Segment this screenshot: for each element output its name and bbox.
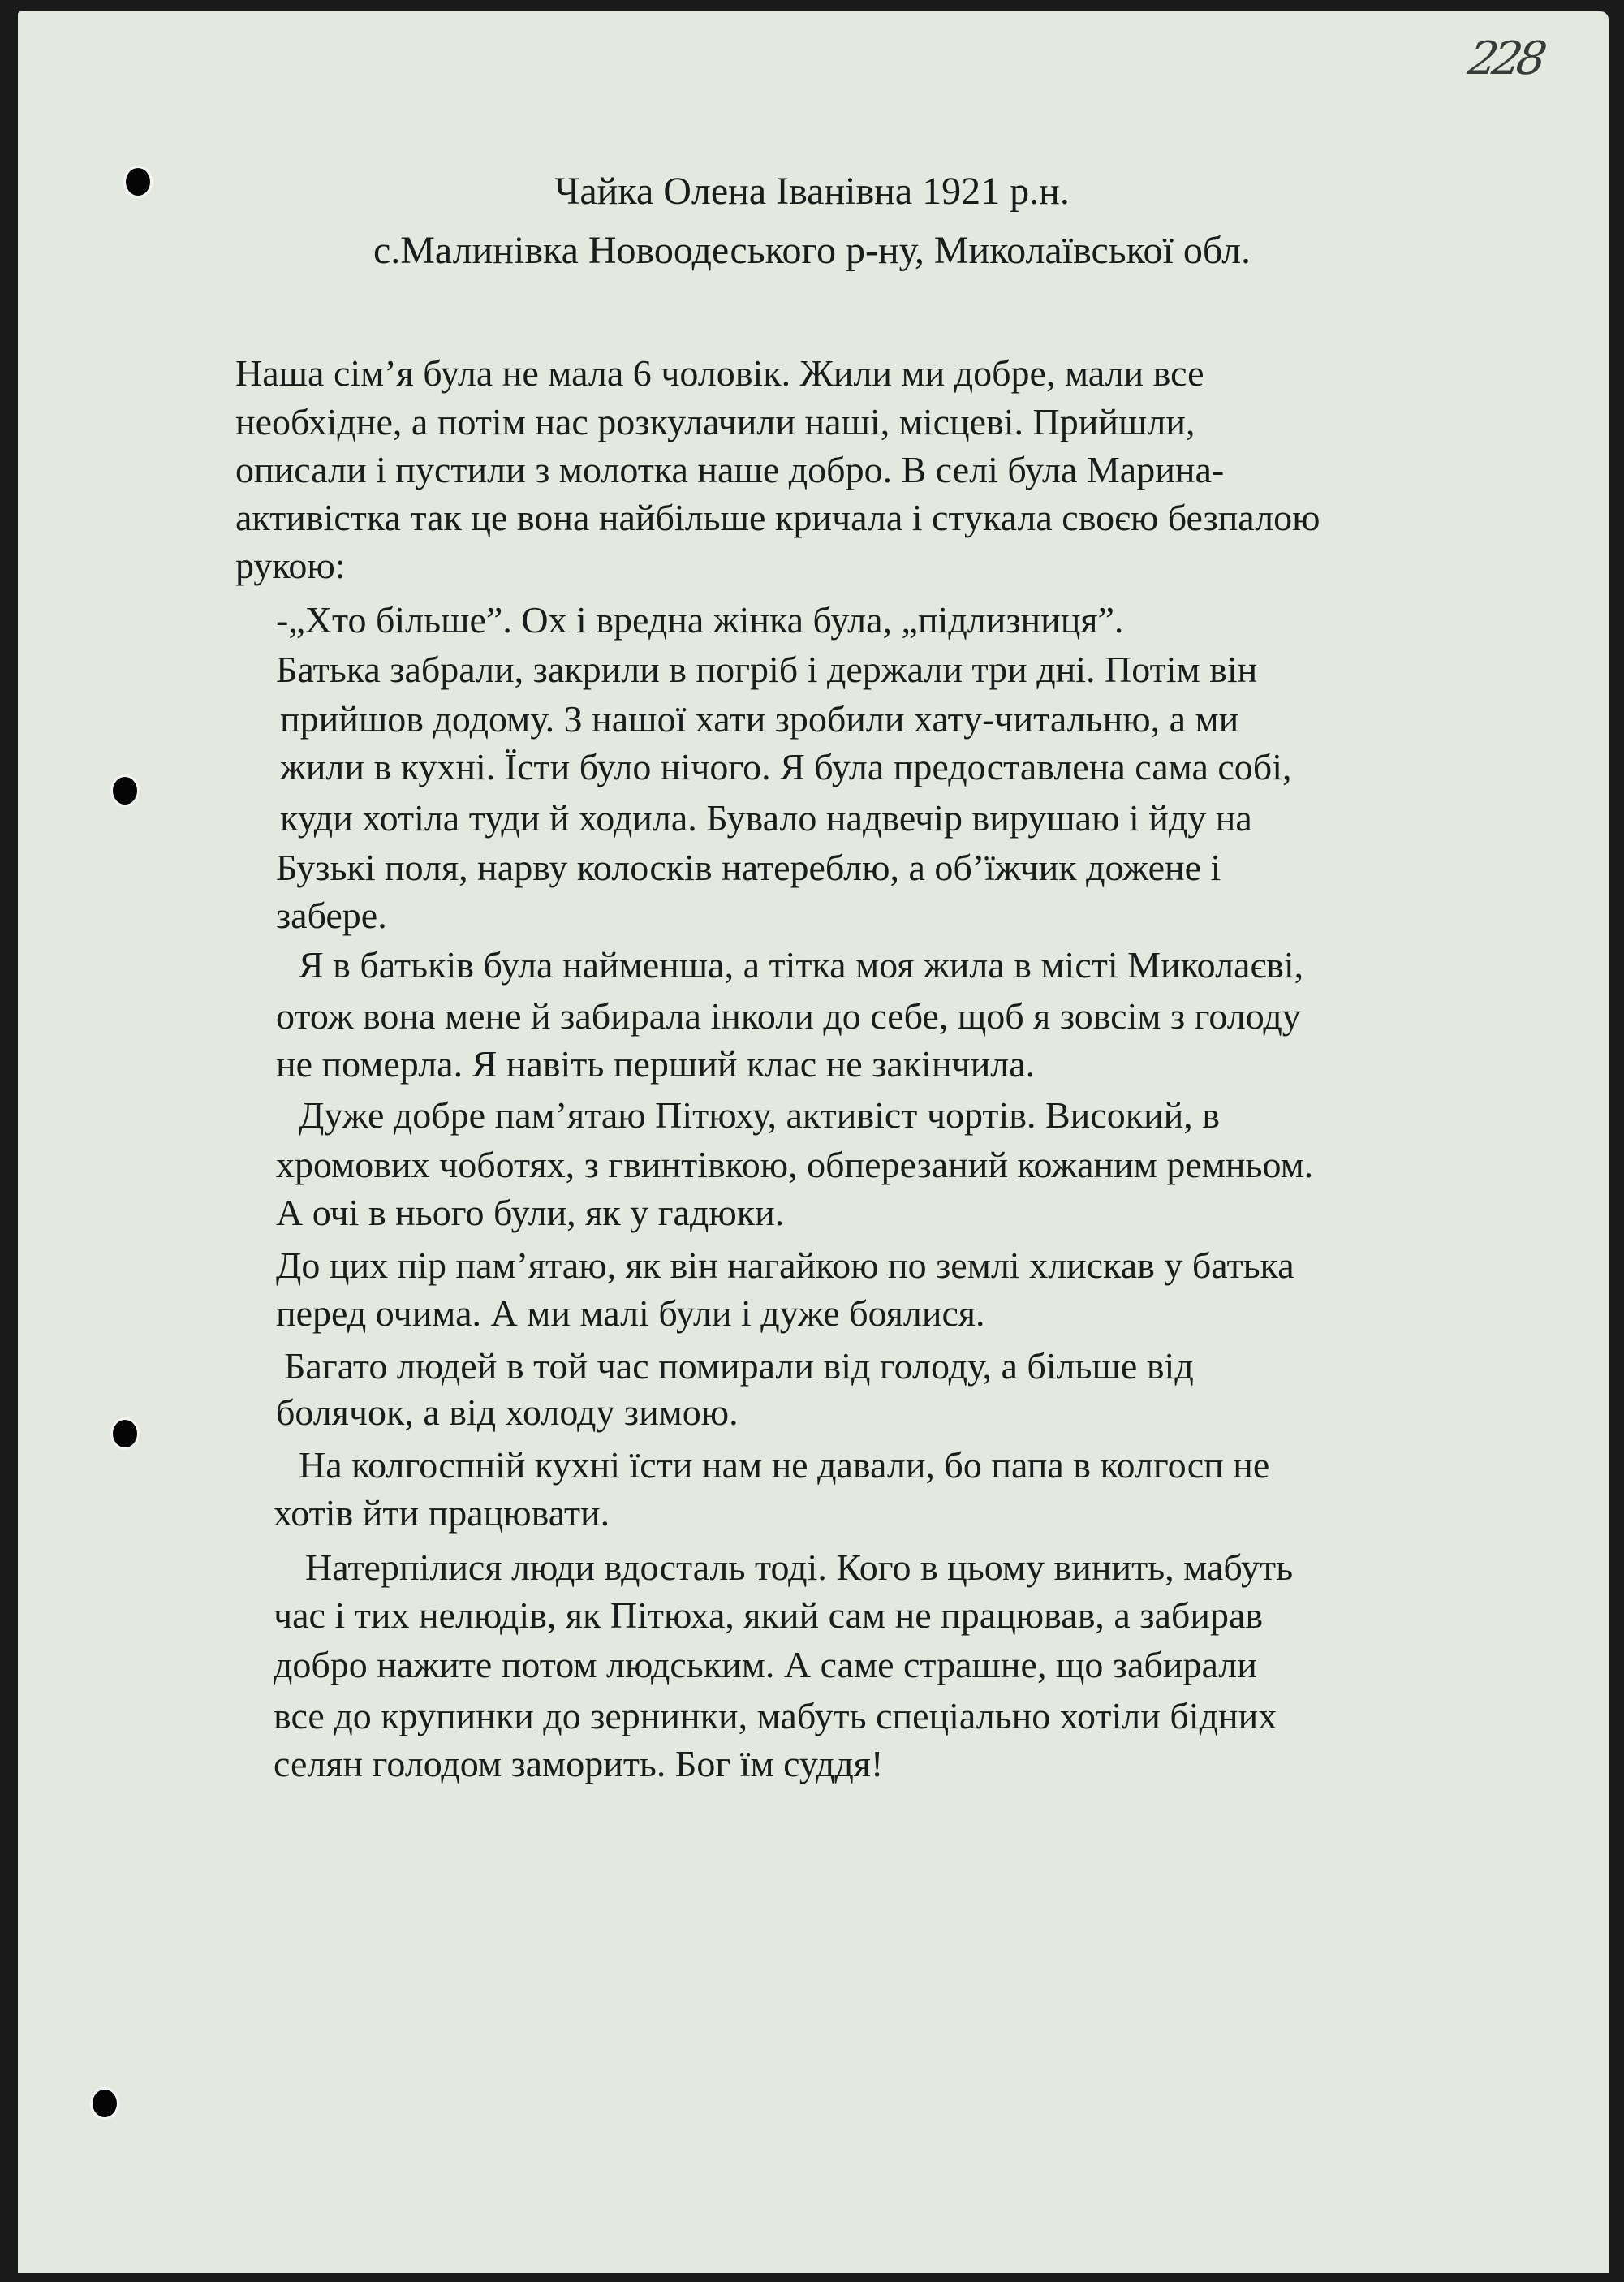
text-line: все до крупинки до зернинки, мабуть спеціально хотіли бідних: [274, 1695, 1277, 1736]
text-line: Натерпілися люди вдосталь тоді. Кого в цьому винить, мабуть: [305, 1546, 1294, 1588]
handwritten-page-number: 228: [1464, 32, 1546, 85]
text-line: не померла. Я навіть перший клас не закінчила.: [276, 1043, 1036, 1085]
text-line: -„Хто більше”. Ох і вредна жінка була, „підлизниця”.: [276, 599, 1124, 641]
text-line: Бузькі поля, нарву колосків натереблю, а об’їжчик дожене і: [276, 847, 1221, 888]
text-line: отож вона мене й забирала інколи до себе, щоб я зовсім з голоду: [276, 995, 1301, 1037]
text-line: необхідне, а потім нас розкулачили наші, місцеві. Прийшли,: [235, 401, 1195, 442]
text-line: хотів йти працювати.: [274, 1492, 610, 1534]
text-line: добро нажите потом людським. А саме страшне, що забирали: [274, 1644, 1257, 1685]
text-line: час і тих нелюдів, як Пітюха, який сам не працював, а забирав: [274, 1594, 1264, 1636]
text-line: болячок, а від холоду зимою.: [276, 1391, 739, 1433]
text-line: забере.: [276, 895, 387, 936]
text-line: А очі в нього були, як у гадюки.: [276, 1192, 785, 1233]
punch-hole: [93, 2090, 117, 2117]
text-line: жили в кухні. Їсти було нічого. Я була предоставлена сама собі,: [280, 746, 1292, 787]
text-line: активістка так це вона найбільше кричала і стукала своєю безпалою: [235, 497, 1320, 538]
text-line: рукою:: [235, 545, 346, 586]
text-line: хромових чоботях, з гвинтівкою, обперезаний кожаним ремньом.: [276, 1144, 1314, 1185]
punch-hole: [113, 1420, 137, 1447]
text-line: Батька забрали, закрили в погріб і держали три дні. Потім він: [276, 649, 1258, 690]
text-line: Багато людей в той час помирали від голоду, а більше від: [284, 1345, 1194, 1387]
text-line: Дуже добре пам’ятаю Пітюху, активіст чортів. Високий, в: [299, 1094, 1221, 1136]
document-title-name: Чайка Олена Іванівна 1921 р.н.: [554, 170, 1070, 213]
text-line: Я в батьків була найменша, а тітка моя жила в місті Миколаєві,: [299, 944, 1304, 986]
text-line: Наша сім’я була не мала 6 чоловік. Жили ми добре, мали все: [235, 352, 1204, 394]
document-title-place: с.Малинівка Новоодеського р-ну, Миколаївської обл.: [373, 229, 1251, 272]
document-page: [18, 11, 1609, 2273]
text-line: описали і пустили з молотка наше добро. В селі була Марина-: [235, 449, 1225, 490]
text-line: прийшов додому. З нашої хати зробили хату-читальню, а ми: [280, 698, 1239, 740]
text-line: До цих пір пам’ятаю, як він нагайкою по землі хлискав у батька: [276, 1245, 1294, 1286]
text-line: перед очима. А ми малі були і дуже боялися.: [276, 1292, 985, 1334]
text-line: селян голодом заморить. Бог їм суддя!: [274, 1743, 884, 1784]
text-line: На колгоспній кухні їсти нам не давали, бо папа в колгосп не: [299, 1444, 1270, 1486]
text-line: куди хотіла туди й ходила. Бувало надвечір вирушаю і йду на: [280, 797, 1252, 839]
punch-hole: [113, 777, 137, 805]
